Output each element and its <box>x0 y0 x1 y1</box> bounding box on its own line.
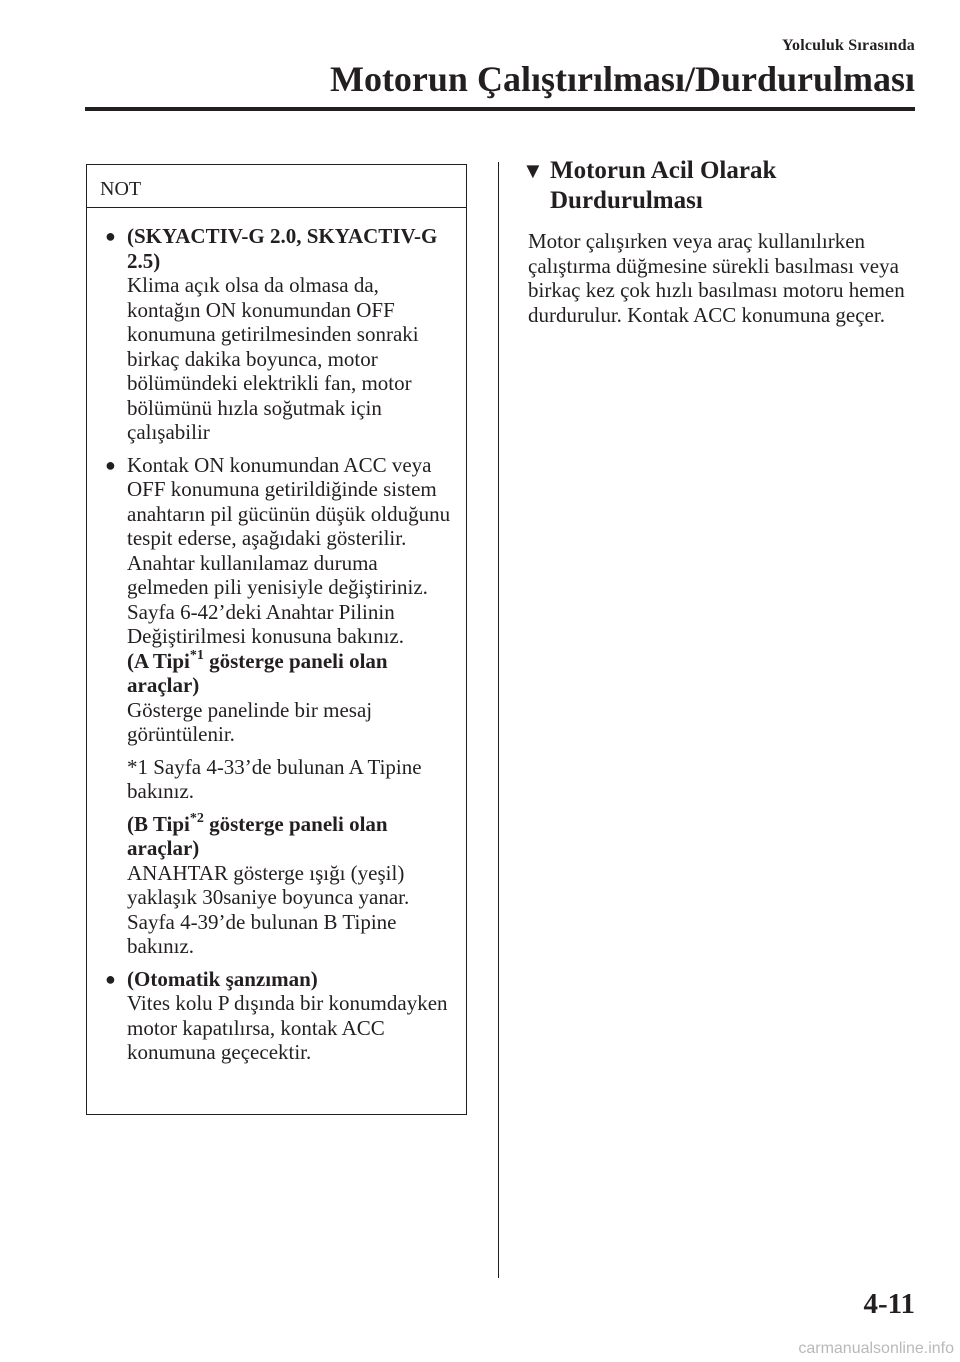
header-rule <box>85 107 915 111</box>
section-label: Yolculuk Sırasında <box>782 37 915 54</box>
b-type-text: ANAHTAR gösterge ışığı (yeşil) yaklaşık 30saniye boyunca yanar. Sayfa 4-39’de bulunan B Tipine bakınız. <box>127 860 410 958</box>
a-type-footnote-ref: *1 <box>189 647 204 663</box>
note-item-text: Kontak ON konumundan ACC veya OFF konumuna getirildiğinde sistem anahtarın pil gücünün düşük olduğunu tespit ederse, aşağıdaki gösterilir. <box>127 452 451 550</box>
note-item <box>105 453 456 959</box>
note-item-content <box>127 224 456 445</box>
a-type-label-rest: gösterge paneli olan araçlar) <box>127 648 388 697</box>
note-item <box>105 967 456 1065</box>
note-item-content <box>127 453 456 959</box>
b-type-footnote-ref: *2 <box>189 810 204 826</box>
b-type-heading <box>127 812 456 861</box>
a-type-heading <box>127 649 456 698</box>
chapter-title: Motorun Çalıştırılması/Durdurulması <box>329 59 915 99</box>
triangle-down-icon: ▼ <box>522 158 544 183</box>
bullet-icon: ● <box>105 454 116 475</box>
bullet-icon: ● <box>105 968 116 989</box>
note-item-content <box>127 967 456 1065</box>
b-type-label-rest: gösterge paneli olan araçlar) <box>127 811 388 860</box>
note-item-text: Vites kolu P dışında bir konumdayken motor kapatılırsa, kontak ACC konumuna geçecektir. <box>127 991 448 1064</box>
page-number: 4-11 <box>863 1288 915 1320</box>
section-body: Motor çalışırken veya araç kullanılırken çalıştırma düğmesine sürekli basılması veya birkaç kez çok hızlı basılması motoru hemen durdurulur. Kontak ACC konumuna geçer. <box>528 229 905 327</box>
bullet-icon: ● <box>105 226 116 246</box>
column-divider <box>498 162 499 1278</box>
note-box <box>86 164 467 1115</box>
section-heading <box>522 156 810 216</box>
footnote: *1 Sayfa 4-33’de bulunan A Tipine bakınız. <box>127 754 422 803</box>
note-item-title: (Otomatik şanzıman) <box>127 966 318 991</box>
note-item-text: Anahtar kullanılamaz duruma gelmeden pili yenisiyle değiştiriniz. Sayfa 6-42’deki Anahtar Pilinin Değiştirilmesi konusuna bakınız. <box>127 550 428 648</box>
watermark: carmanualsonline.info <box>798 1340 954 1357</box>
note-heading: NOT <box>87 165 466 208</box>
note-body <box>87 208 466 1065</box>
section-title: Motorun Acil Olarak Durdurulması <box>550 157 777 214</box>
note-item <box>105 224 456 445</box>
a-type-text: Gösterge panelinde bir mesaj görüntülenir. <box>127 697 373 746</box>
b-type-label: (B Tipi <box>127 811 190 836</box>
a-type-label: (A Tipi <box>127 648 190 673</box>
note-item-text: Klima açık olsa da olmasa da, kontağın ON konumundan OFF konumuna getirilmesinden sonraki birkaç dakika boyunca, motor bölümündeki elektrikli fan, motor bölümünü hızla soğutmak için çalışabilir <box>127 273 419 444</box>
note-item-title: (SKYACTIV-G 2.0, SKYACTIV-G 2.5) <box>127 224 438 273</box>
